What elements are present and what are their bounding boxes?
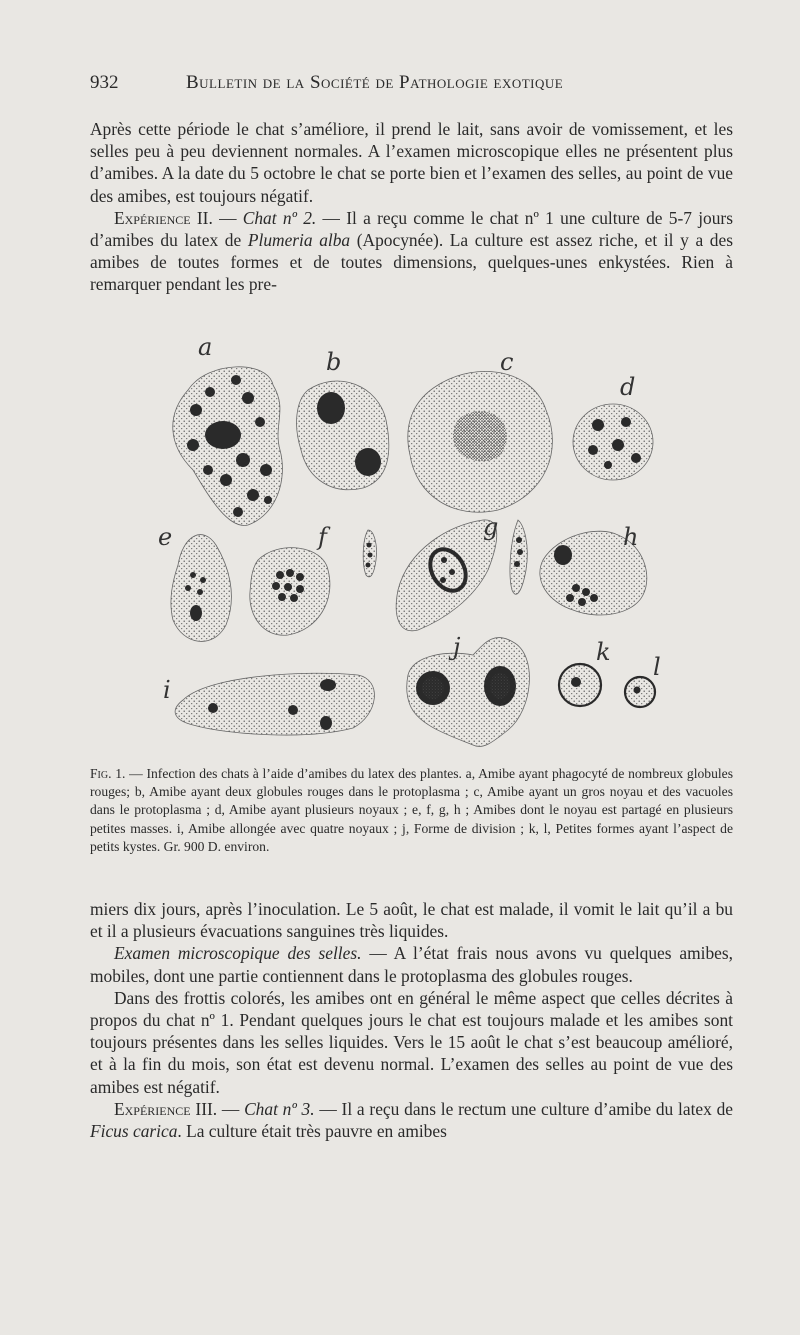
- cell-f: [250, 530, 377, 635]
- cell-k: [559, 664, 601, 706]
- species-name: Ficus carica: [90, 1121, 178, 1142]
- paragraph: Après cette période le chat s’améliore, il prend le lait, sans avoir de vomissement, et les selles peu à peu deviennent normales. A l’examen microscopique elles ne présentent plus d’amibes. A la date du 5 octobre le chat se porte bien et l’examen des selles, au point de vue des amibes, est toujours négatif.: [90, 119, 733, 206]
- cell-i: [175, 673, 374, 735]
- text-block-top: [90, 118, 733, 296]
- figure-letter-b: b: [326, 348, 342, 376]
- paragraph: Dans des frottis colorés, les amibes ont en général le même aspect que celles décrites à propos du chat nº 1. Pendant quelques jours le chat est toujours malade et les amibes sont toujours présentes dans les selles liquides. Vers le 15 août le chat s’est beaucoup amélioré, et à la fin du mois, son état est devenu normal. L’examen des selles au point de vue des amibes est négatif.: [90, 987, 733, 1097]
- figure-amoebae: [148, 330, 688, 760]
- cell-l: [625, 677, 655, 707]
- paragraph-stool-exam: [90, 942, 733, 986]
- paragraph: miers dix jours, après l’inoculation. Le 5 août, le chat est malade, il vomit le lait qu’il a bu et il a plusieurs évacuations sanguines très liquides.: [90, 899, 733, 942]
- figure-caption: [90, 765, 733, 856]
- figure-letter-e: e: [158, 523, 173, 551]
- paragraph-text: — A l’état frais nous avons vu quelques amibes, mobiles, dont une partie contiennent dans le protoplasma des globules rouges.: [90, 943, 733, 986]
- page-number: 932: [90, 72, 119, 93]
- experience-label: Expérience II.: [114, 207, 213, 228]
- figure-letter-c: c: [500, 348, 514, 376]
- figure-letter-i: i: [163, 676, 171, 704]
- caption-text: — Infection des chats à l’aide d’amibes du latex des plantes. a, Amibe ayant phagocyté de nombreux globules rouges; b, Amibe ayant deux globules rouges dans le protoplasma ; c, Amibe ayant un gros noyau et des vacuoles dans le protoplasma ; d, Amibe ayant plusieurs noyaux ; e, f, g, h ; Amibes dont le noyau est partagé en plusieurs petites masses. i, Amibe allongée avec quatre noyaux ; j, Forme de division ; k, l, Petites formes ayant l’aspect de petits kystes. Gr. 900 D. environ.: [90, 766, 734, 854]
- paragraph-text: . La culture était très pauvre en amibes: [177, 1121, 447, 1142]
- figure-letter-d: d: [620, 373, 636, 401]
- paragraph-text: (Apocynée). La culture est assez riche, et il y a des amibes de toutes formes et de toutes dimensions, quelques-unes enkystées. Rien à remarquer pendant les pre-: [90, 230, 733, 295]
- dash: —: [212, 207, 243, 228]
- experience-subject: Chat nº 2.: [242, 207, 317, 228]
- section-title: Examen microscopique des selles.: [114, 943, 362, 964]
- caption-label: Fig. 1.: [90, 766, 126, 781]
- figure-letter-g: g: [483, 513, 499, 541]
- paragraph-text: — Il a reçu comme le chat nº 1 une culture de 5-7 jours d’amibes du latex de: [90, 207, 733, 251]
- page-header: [90, 72, 730, 102]
- cell-j: [407, 638, 530, 747]
- cell-g: [396, 520, 527, 631]
- cell-a: [173, 367, 283, 526]
- cell-e: [171, 535, 231, 642]
- text-block-bottom: [90, 898, 733, 1142]
- cell-b: [297, 381, 389, 490]
- figure-letter-f: f: [318, 523, 327, 551]
- running-title: Bulletin de la Société de Pathologie exotique: [186, 72, 564, 93]
- experience-subject: Chat nº 3.: [244, 1098, 315, 1119]
- paragraph-experience-2: [90, 207, 733, 296]
- paragraph-experience-3: [90, 1098, 733, 1142]
- dash: —: [217, 1098, 245, 1119]
- figure-letter-j: j: [453, 633, 461, 661]
- paragraph-text: — Il a reçu dans le rectum une culture d’amibe du latex de: [314, 1098, 734, 1119]
- figure-letter-h: h: [623, 523, 639, 551]
- cell-d: [573, 404, 653, 480]
- experience-label: Expérience III.: [114, 1098, 218, 1119]
- species-name: Plumeria alba: [247, 230, 351, 251]
- figure-letter-a: a: [198, 333, 213, 361]
- figure-letter-k: k: [596, 638, 611, 666]
- cell-c: [408, 371, 553, 512]
- figure-illustration: [148, 330, 688, 760]
- figure-letter-l: l: [653, 653, 661, 681]
